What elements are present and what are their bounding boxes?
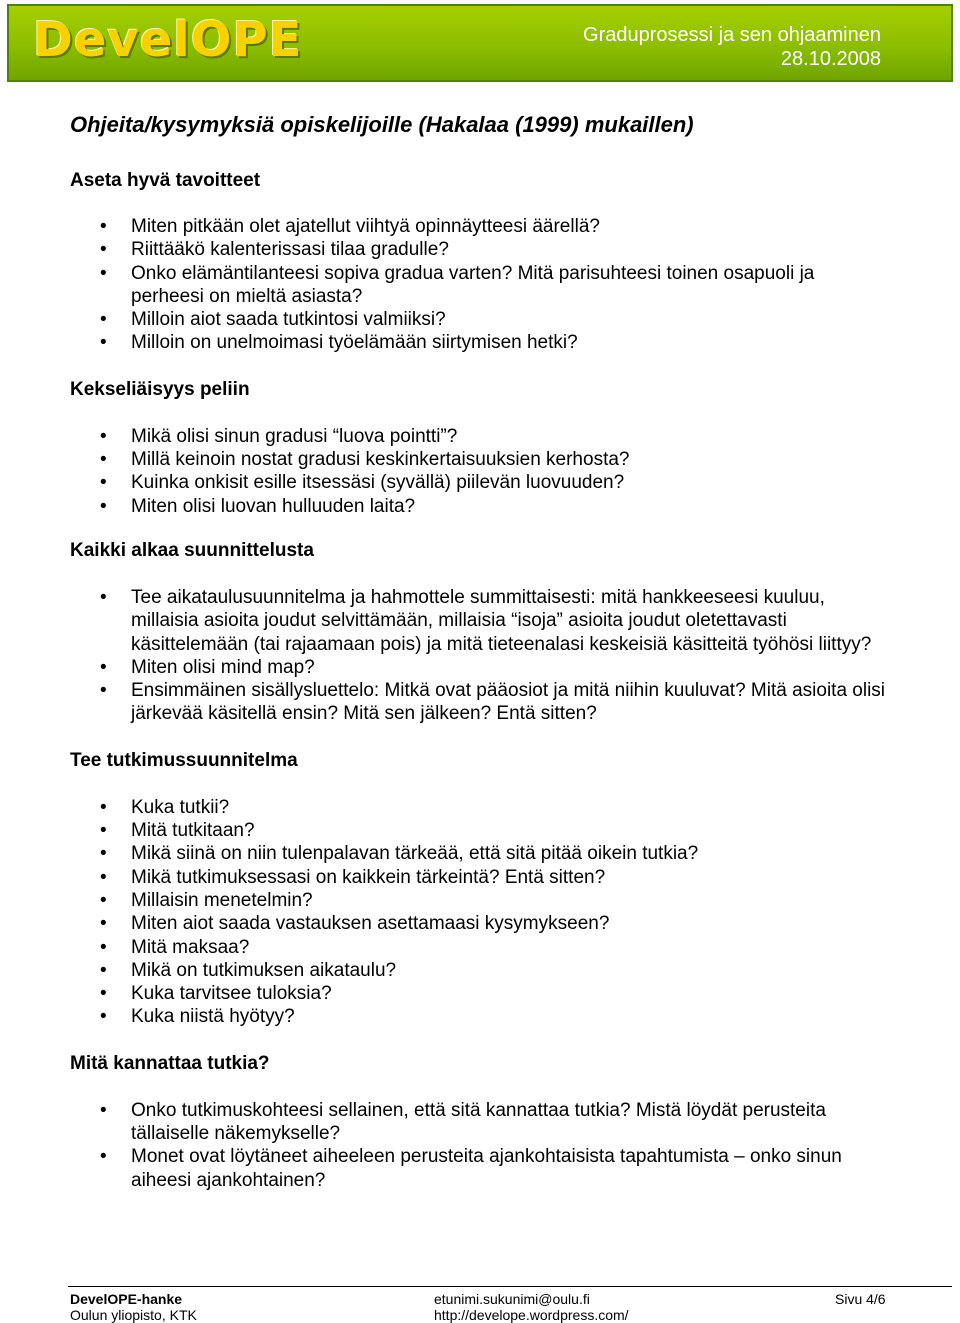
list-item: • Mikä tutkimuksessasi on kaikkein tärkeintä? Entä sitten? [70,866,890,889]
bullet-list [70,1099,890,1192]
section-heading: Aseta hyvä tavoitteet [70,170,261,191]
bullet-list [70,796,890,1029]
list-item: • Riittääkö kalenterissasi tilaa gradulle? [70,238,890,261]
list-item: • Miten pitkään olet ajatellut viihtyä opinnäytteesi äärellä? [70,215,890,238]
list-item: • Kuka tutkii? [70,796,890,819]
develope-logo: DevelOPE [33,12,303,68]
bullet-list [70,586,890,726]
document-title: Ohjeita/kysymyksiä opiskelijoille (Hakalaa (1999) mukaillen) [70,112,694,137]
list-item: • Mitä maksaa? [70,936,890,959]
footer-left [70,1291,197,1323]
list-item: • Kuka tarvitsee tuloksia? [70,982,890,1005]
bullet-list [70,215,890,355]
list-item: • Miten olisi luovan hulluuden laita? [70,495,890,518]
footer-center [434,1291,629,1323]
bullet-list [70,425,890,518]
footer-org: DevelOPE-hanke [70,1291,183,1307]
list-item: • Tee aikataulusuunnitelma ja hahmottele summittaisesti: mitä hankkeeseesi kuuluu, millaisia asioita joudut selvittämään, millaisia “isoja” asioita joudut oletettavasti käsittelemään (tai rajaamaan pois) ja mitä tieteenalasi keskeisiä käsitteitä työhösi liittyy? [70,586,890,656]
list-item: • Onko elämäntilanteesi sopiva gradua varten? Mitä parisuhteesi toinen osapuoli ja perheesi on mieltä asiasta? [70,262,890,309]
document-body [70,112,890,1192]
list-item: • Ensimmäinen sisällysluettelo: Mitkä ovat pääosiot ja mitä niihin kuuluvat? Mitä asioita olisi järkevää käsitellä ensin? Mitä sen jälkeen? Entä sitten? [70,679,890,726]
header-banner [7,4,953,82]
list-item: • Kuka niistä hyötyy? [70,1005,890,1028]
footer-university: Oulun yliopisto, KTK [70,1307,197,1323]
list-item: • Onko tutkimuskohteesi sellainen, että sitä kannattaa tutkia? Mistä löydät perusteita tällaiselle näkemykselle? [70,1099,890,1146]
list-item: • Kuinka onkisit esille itsessäsi (syvällä) piilevän luovuuden? [70,471,890,494]
section-heading: Kaikki alkaa suunnittelusta [70,539,314,561]
list-item: • Milloin aiot saada tutkintosi valmiiksi? [70,308,890,331]
footer-divider [68,1286,952,1287]
section-heading: Mitä kannattaa tutkia? [70,1052,270,1074]
list-item: • Mikä on tutkimuksen aikataulu? [70,959,890,982]
header-title: Graduprosessi ja sen ohjaaminen [583,24,881,46]
list-item: • Mikä siinä on niin tulenpalavan tärkeää, että sitä pitää oikein tutkia? [70,842,890,865]
list-item: • Milloin on unelmoimasi työelämään siirtymisen hetki? [70,331,890,354]
list-item: • Monet ovat löytäneet aiheeleen perusteita ajankohtaisista tapahtumista – onko sinun aiheesi ajankohtainen? [70,1145,890,1192]
list-item: • Miten aiot saada vastauksen asettamaasi kysymykseen? [70,912,890,935]
list-item: • Mikä olisi sinun gradusi “luova pointti”? [70,425,890,448]
list-item: • Miten olisi mind map? [70,656,890,679]
list-item: • Millaisin menetelmin? [70,889,890,912]
footer-url[interactable]: http://develope.wordpress.com/ [434,1307,629,1323]
section-heading: Tee tutkimussuunnitelma [70,749,298,771]
section-heading: Kekseliäisyys peliin [70,378,250,400]
page-number: Sivu 4/6 [835,1291,886,1307]
list-item: • Mitä tutkitaan? [70,819,890,842]
footer-right [835,1291,886,1307]
list-item: • Millä keinoin nostat gradusi keskinkertaisuuksien kerhosta? [70,448,890,471]
header-date: 28.10.2008 [780,48,881,70]
footer-email[interactable]: etunimi.sukunimi@oulu.fi [434,1291,590,1307]
